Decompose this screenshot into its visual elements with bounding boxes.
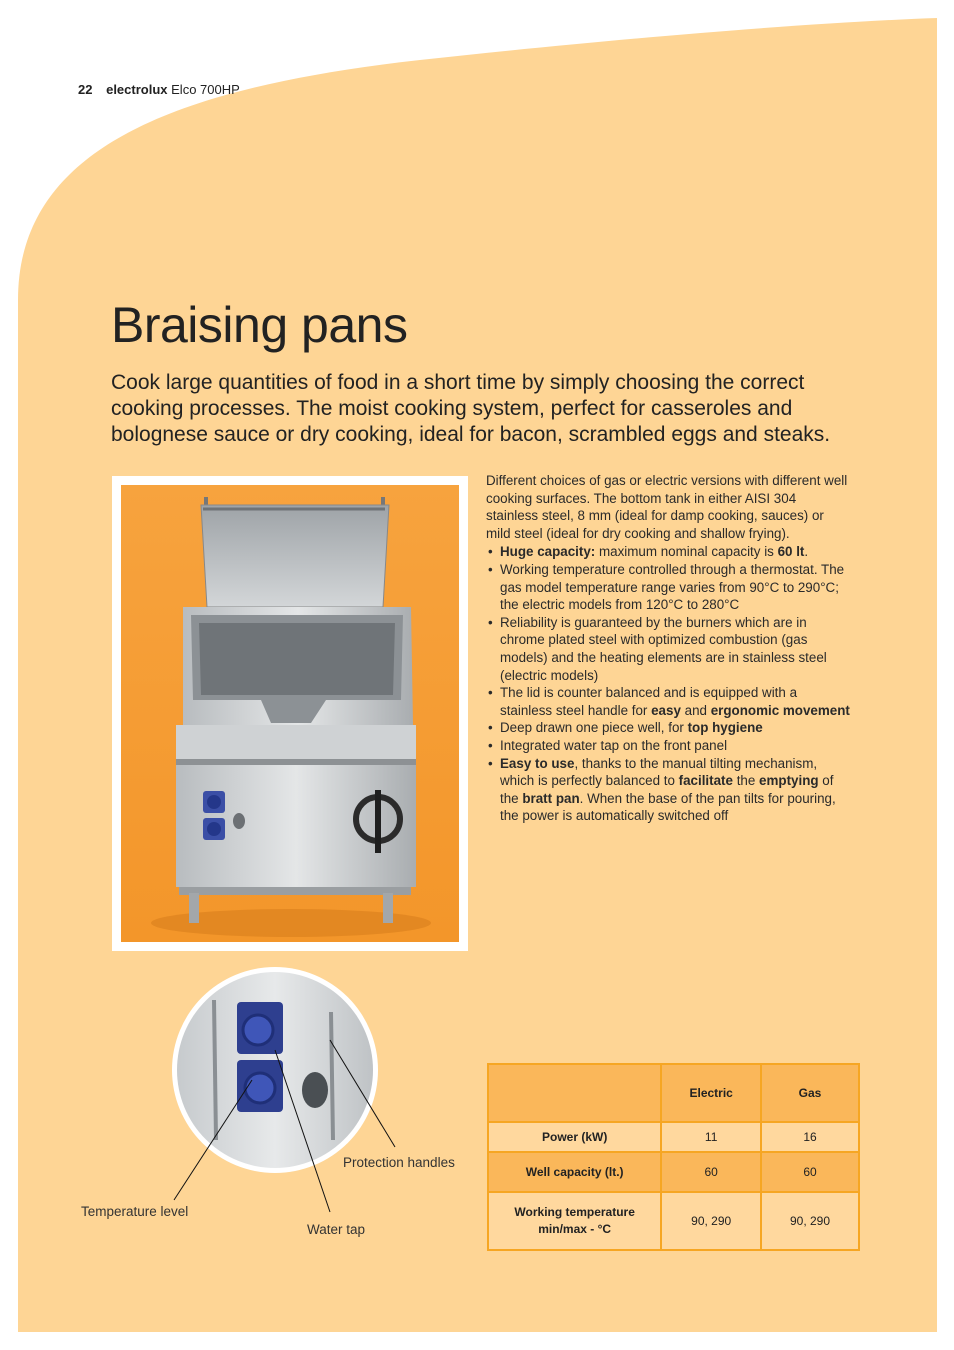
row-label-capacity: Well capacity (lt.)	[488, 1152, 661, 1192]
feature-easy-text2: the	[732, 773, 760, 789]
power-gas: 16	[761, 1122, 859, 1152]
callout-water-tap: Water tap	[307, 1222, 366, 1237]
feature-capacity-value: 60 lt	[777, 544, 805, 560]
table-row	[488, 1152, 859, 1192]
feature-reliability: • Reliability is guaranteed by the burners which are in chrome plated steel with optimized combustion (gas models) and the heating elements are in stainless steel (electric models)	[486, 614, 851, 684]
row-label-temperature: Working temperature min/max - °C	[488, 1192, 661, 1250]
capacity-electric: 60	[661, 1152, 761, 1192]
capacity-gas: 60	[761, 1152, 859, 1192]
feature-capacity-end: .	[804, 544, 809, 560]
feature-easy-bold1: Easy to use	[500, 755, 575, 771]
feature-hygiene-text: Deep drawn one piece well, for	[500, 720, 688, 736]
temperature-electric: 90, 290	[661, 1192, 761, 1250]
intro-paragraph: Different choices of gas or electric versions with different well cooking surfaces. The bottom tank in either AISI 304 stainless steel, 8 mm (ideal for damp cooking, sauces) or mild steel (ideal for dry cooking and shallow frying).	[486, 473, 848, 541]
power-electric: 11	[661, 1122, 761, 1152]
page-number: 22	[78, 82, 93, 97]
feature-capacity-bold: Huge capacity:	[500, 544, 596, 560]
feature-hygiene-bold: top hygiene	[687, 720, 763, 736]
table-row	[488, 1122, 859, 1152]
callout-protection-handles: Protection handles	[343, 1155, 455, 1170]
temperature-gas: 90, 290	[761, 1192, 859, 1250]
feature-lid-text: The lid is counter balanced and is equipped with a stainless steel handle for	[500, 685, 798, 718]
feature-lid-text2: and	[680, 702, 711, 718]
feature-lid-bold2: ergonomic movement	[710, 702, 850, 718]
table-header-gas: Gas	[761, 1064, 859, 1122]
specifications-table	[487, 1063, 860, 1251]
brand-name: electrolux	[106, 82, 168, 97]
table-header-empty	[488, 1064, 661, 1122]
feature-easy-text4: . When the base of the pan tilts for pouring, the power is automatically switched off	[500, 790, 836, 824]
feature-easy-bold3: emptying	[759, 773, 819, 789]
feature-water-tap: • Integrated water tap on the front panel	[486, 737, 851, 755]
feature-capacity-text: maximum nominal capacity is	[595, 544, 778, 560]
table-row	[488, 1192, 859, 1250]
feature-easy-text3: of the	[500, 773, 834, 806]
feature-lid-bold1: easy	[651, 702, 681, 718]
lead-paragraph: Cook large quantities of food in a short time by simply choosing the correct cooking processes. The moist cooking system, perfect for casseroles and bolognese sauce or dry cooking, ideal for bacon, scrambled eggs and steaks.	[111, 371, 831, 446]
feature-easy-bold4: bratt pan	[522, 790, 580, 806]
table-header-row	[488, 1064, 859, 1122]
feature-easy-bold2: facilitate	[678, 773, 733, 789]
feature-easy-text1: , thanks to the manual tilting mechanism, which is perfectly balanced to	[500, 755, 818, 789]
table-header-electric: Electric	[661, 1064, 761, 1122]
page-title: Braising pans	[111, 297, 408, 353]
callout-temperature-level: Temperature level	[81, 1204, 189, 1219]
product-name: Elco 700HP	[171, 82, 240, 97]
row-label-power: Power (kW)	[488, 1122, 661, 1152]
feature-temperature: • Working temperature controlled through a thermostat. The gas model temperature range varies from 90°C to 290°C; the electric models from 120°C to 280°C	[486, 561, 851, 614]
